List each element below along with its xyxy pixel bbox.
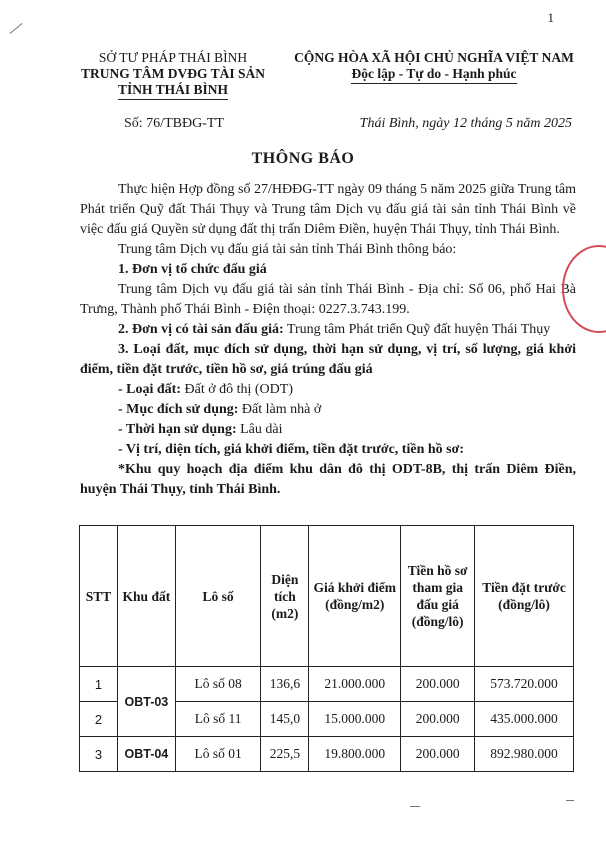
national-motto: Độc lập - Tự do - Hạnh phúc	[351, 66, 516, 84]
cell-start-price: 19.800.000	[309, 737, 401, 772]
cell-start-price: 21.000.000	[309, 667, 401, 702]
scan-mark	[566, 800, 574, 801]
cell-lot: Lô số 11	[175, 702, 261, 737]
cell-deposit: 892.980.000	[475, 737, 574, 772]
section-1-heading: 1. Đơn vị tổ chức đấu giá	[118, 262, 267, 277]
header-area: Diện tích (m2)	[261, 526, 309, 667]
issuer-line-3: TỈNH THÁI BÌNH	[118, 82, 228, 100]
page-number: 1	[547, 10, 554, 25]
header-lot: Lô số	[175, 526, 261, 667]
header-zone: Khu đất	[117, 526, 175, 667]
location-label: - Vị trí, diện tích, giá khởi điểm, tiền đặt trước, tiền hồ sơ:	[118, 442, 465, 457]
cell-stt: 2	[80, 702, 118, 737]
issuer-header	[78, 50, 268, 100]
land-type	[80, 380, 576, 400]
term	[80, 420, 576, 440]
term-value: Lâu dài	[236, 422, 283, 437]
section-1-body: Trung tâm Dịch vụ đấu giá tài sản tỉnh Thái Bình - Địa chỉ: Số 06, phố Hai Bà Trưng, Thành phố Thái Bình - Điện thoại: 0227.3.743.199.	[80, 282, 576, 317]
purpose-value: Đất làm nhà ở	[238, 402, 322, 417]
cell-start-price: 15.000.000	[309, 702, 401, 737]
land-type-label: - Loại đất:	[118, 382, 181, 397]
document-body	[80, 180, 576, 500]
cell-area: 225,5	[261, 737, 309, 772]
header-start-price: Giá khởi điểm (đồng/m2)	[309, 526, 401, 667]
national-line-1: CỘNG HÒA XÃ HỘI CHỦ NGHĨA VIỆT NAM	[294, 50, 574, 65]
section-3-heading: 3. Loại đất, mục đích sử dụng, thời hạn sử dụng, vị trí, số lượng, giá khởi điểm, tiền đặt trước, tiền hồ sơ, giá trúng đấu giá	[80, 342, 576, 377]
cell-stt: 3	[80, 737, 118, 772]
reference-number: Số: 76/TBĐG-TT	[124, 116, 224, 131]
lots-table	[79, 525, 574, 772]
scan-mark	[10, 23, 23, 34]
table-header-row	[80, 526, 574, 667]
purpose	[80, 400, 576, 420]
announce-paragraph: Trung tâm Dịch vụ đấu giá tài sản tỉnh Thái Bình thông báo:	[118, 242, 457, 257]
cell-lot: Lô số 01	[175, 737, 261, 772]
section-2-body: Trung tâm Phát triển Quỹ đất huyện Thái Thụy	[283, 322, 551, 337]
cell-dossier-fee: 200.000	[401, 667, 475, 702]
table-row	[80, 737, 574, 772]
cell-dossier-fee: 200.000	[401, 737, 475, 772]
intro-paragraph: Thực hiện Hợp đồng số 27/HĐĐG-TT ngày 09 tháng 5 năm 2025 giữa Trung tâm Phát triển Quỹ đất Thái Thụy và Trung tâm Dịch vụ đấu giá tài sản tỉnh Thái Bình về việc đấu giá Quyền sử dụng đất thị trấn Diêm Điền, huyện Thái Thụy, tỉnh Thái Bình.	[80, 182, 576, 237]
cell-area: 145,0	[261, 702, 309, 737]
cell-dossier-fee: 200.000	[401, 702, 475, 737]
cell-deposit: 435.000.000	[475, 702, 574, 737]
cell-lot: Lô số 08	[175, 667, 261, 702]
header-stt: STT	[80, 526, 118, 667]
header-dossier-fee: Tiền hồ sơ tham gia đấu giá (đồng/lô)	[401, 526, 475, 667]
cell-area: 136,6	[261, 667, 309, 702]
national-header	[290, 50, 578, 84]
purpose-label: - Mục đích sử dụng:	[118, 402, 239, 417]
issuer-line-1: SỞ TƯ PHÁP THÁI BÌNH	[98, 50, 248, 65]
issuer-line-2: TRUNG TÂM DVĐG TÀI SẢN	[80, 66, 266, 81]
land-type-value: Đất ở đô thị (ODT)	[181, 382, 293, 397]
zone-note: *Khu quy hoạch địa điểm khu dân đô thị ODT-8B, thị trấn Diêm Điền, huyện Thái Thụy, tỉnh Thái Bình.	[80, 462, 576, 497]
table-row	[80, 667, 574, 702]
term-label: - Thời hạn sử dụng:	[118, 422, 237, 437]
cell-deposit: 573.720.000	[475, 667, 574, 702]
section-2	[80, 320, 576, 340]
cell-stt: 1	[80, 667, 118, 702]
cell-zone: OBT-03	[117, 667, 175, 737]
date-line: Thái Bình, ngày 12 tháng 5 năm 2025	[359, 116, 572, 131]
header-deposit: Tiền đặt trước (đồng/lô)	[475, 526, 574, 667]
scan-mark	[410, 806, 420, 807]
section-2-heading: 2. Đơn vị có tài sản đấu giá:	[118, 322, 284, 337]
document-title: THÔNG BÁO	[251, 150, 355, 167]
cell-zone: OBT-04	[117, 737, 175, 772]
